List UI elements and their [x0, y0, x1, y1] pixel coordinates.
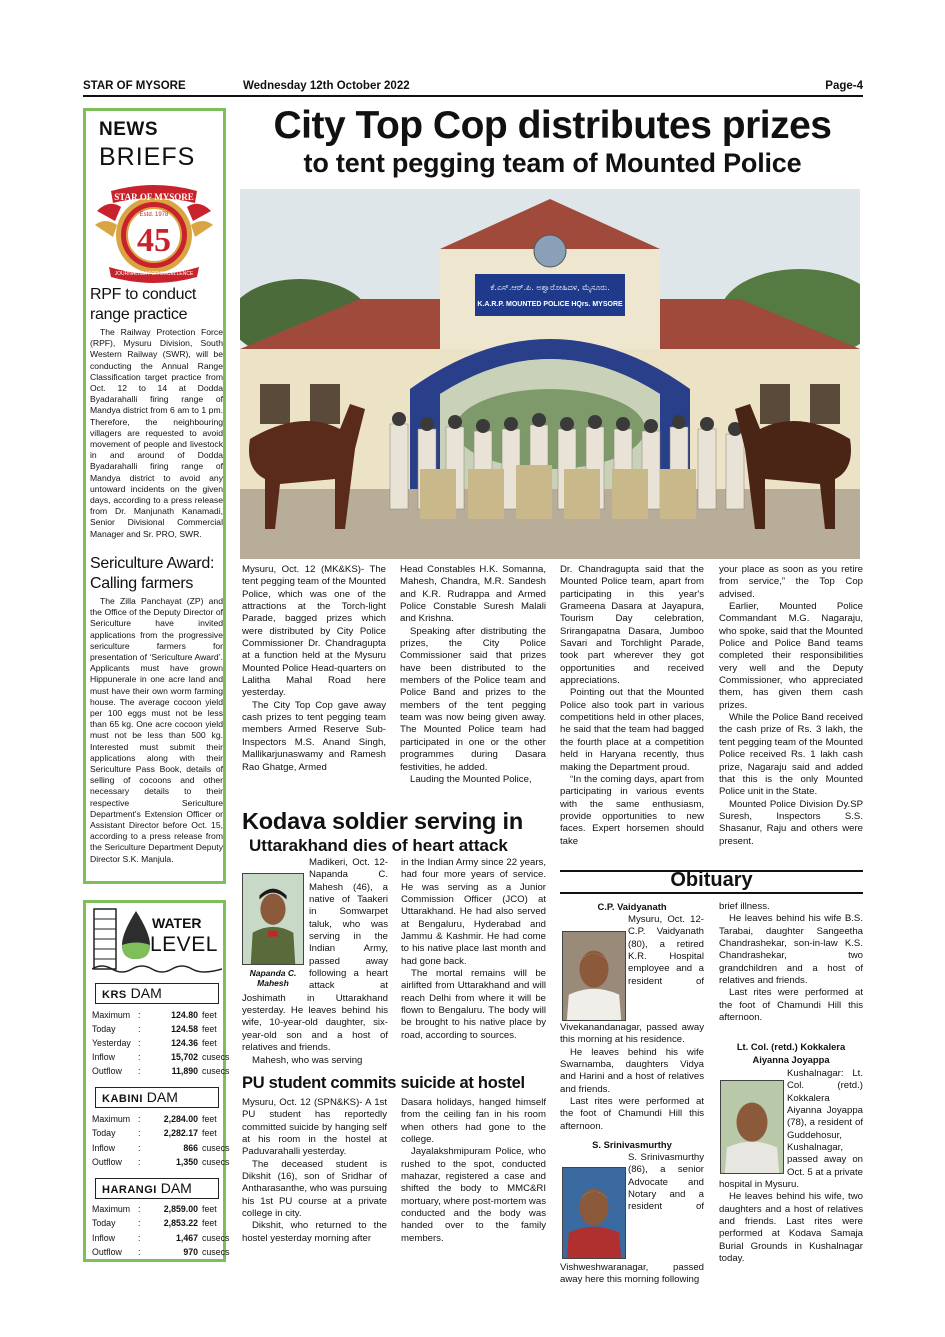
- main-headline: City Top Cop distributes prizes: [273, 104, 832, 147]
- dam-row: Yesterday : 124.36 feet: [92, 1038, 217, 1048]
- obit-col-1b: S. Srinivasmurthy (86), a senior Advocate and Notary and a resident of Vishweshwaranagar, passed away here this morning following: [560, 1152, 704, 1286]
- dam-row: Today : 2,853.22 feet: [92, 1218, 217, 1228]
- kodava-subheadline: Uttarakhand dies of heart attack: [249, 836, 508, 855]
- dam-row: Maximum : 124.80 feet: [92, 1010, 217, 1020]
- seal-number: 45: [137, 222, 171, 259]
- pu-headline: PU student commits suicide at hostel: [242, 1073, 525, 1092]
- dam-row: Inflow : 866 cusecs: [92, 1143, 230, 1153]
- kodava-col-1: Madikeri, Oct. 12- Napanda C. Mahesh (46), a native of Taakeri in Somwarpet taluk, who was serving in the Indian Army, passed away following a heart attack at Joshimath in Uttarakhand yesterday. He leaves behind his wife, 10-year-old daughter, six-year-old son and a host of relatives and friends. Mahesh, who was serving: [242, 857, 388, 1066]
- obit-name-srinivasmurthy: S. Srinivasmurthy: [592, 1139, 672, 1150]
- dam-row: Maximum : 2,859.00 feet: [92, 1204, 217, 1214]
- photo-sign-kannada: ಕೆ.ಎಸ್.ಆರ್.ಪಿ. ಅಶ್ವಾರೋಹಿದಳ, ಮೈಸೂರು.: [490, 283, 610, 292]
- obit-col-2: brief illness. He leaves behind his wife B.S. Tarabai, daughter Sangeetha Chandrashekar, son-in-law K.S. Chandrashekar, two grandchildren and a host of relatives and friends. Last rites were performed at the foot of Chamundi Hill this afternoon.: [719, 901, 863, 1024]
- news-briefs-title: NEWS: [99, 119, 158, 140]
- dam-row: Inflow : 1,467 cusecs: [92, 1233, 230, 1243]
- kodava-col-2: in the Indian Army since 22 years, had four more years of service. He was serving as a Junior Commission Officer (JCO) at Uttarakhand. He had also served at Bengaluru, Hyderabad and Jammu & Kashmir. He had come to his native place last month and had gone back. The mortal remains will be airlifted from Uttarakhand and will reach Delhi from where it will be flown to Bengaluru. The body will be brought to his native place by road, according to sources.: [401, 857, 546, 1041]
- dam-row: Outflow : 11,890 cusecs: [92, 1066, 230, 1076]
- masthead-rule: [83, 95, 863, 97]
- dam-row: Outflow : 970 cusecs: [92, 1247, 230, 1257]
- seal-top-text: STAR OF MYSORE: [114, 192, 194, 202]
- mahesh-caption: Napanda C. Mahesh: [249, 968, 297, 988]
- level-title: LEVEL: [150, 933, 218, 956]
- main-article-col-2: Head Constables H.K. Somanna, Mahesh, Chandra, M.R. Sandesh and K.R. Rudrappa and Armed Police Constable Suresh Malali and Krishna. Speaking after distributing the prizes, the City Police Commissioner said that prizes have been distributed to the members of the Police team and Police Band and prizes to the members of the tent pegging team was now being given away. The Mounted Police team had participated in one or the other programmes during Dasara festivities, he added. Lauding the Mounted Police,: [400, 564, 546, 785]
- pu-col-1: Mysuru, Oct. 12 (SPN&KS)- A 1st PU student has reportedly committed suicide by hanging self at his room in the hostel at Paduvarahalli yesterday. The deceased student is Dikshit (16), son of Sridhar of Antharasanthe, who was pursuing his 1st PU course at a private college in city. Dikshit, who returned to the hostel yesterday morning after: [242, 1097, 387, 1244]
- main-article-col-3: Dr. Chandragupta said that the Mounted Police team, apart from participating in this year's Grameena Dasara at Jayapura, Tourism Day celebration, Srirangapatna Dasara, Jumboo Savari and Torchlight Parade, took part wherever they got opportunities and received appreciations. Pointing out that the Mounted Police also took part in various competitions held in other places, he said that the team had bagged the fourth place at a competition held in Haryana recently, thus making the Department proud. “In the coming days, apart from participating in various events with the same enthusiasm, provide opportunities to new faces. Expert horsemen should take: [560, 564, 704, 847]
- anniversary-seal-logo: [91, 181, 217, 285]
- pu-col-2: Dasara holidays, hanged himself from the ceiling fan in his room when others had gone to the college. Jayalakshmipuram Police, who rushed to the spot, conducted mahazar, registered a case and shifted the body to MMC&RI mortuary, where post-mortem was conducted and the body was handed over to the family members.: [401, 1097, 546, 1244]
- page-number: Page-4: [825, 80, 863, 92]
- kodava-headline: Kodava soldier serving in: [242, 808, 524, 834]
- seal-estd-text: Estd. 1978: [139, 212, 169, 218]
- water-level-box: [83, 900, 230, 1262]
- main-subheadline: to tent pegging team of Mounted Police: [303, 148, 802, 178]
- obituary-title: Obituary: [670, 869, 753, 891]
- dam-row: Inflow : 15,702 cusecs: [92, 1052, 230, 1062]
- krs-dam-title: KRS DAM: [95, 983, 219, 1004]
- masthead: [83, 79, 863, 95]
- dam-row: Today : 124.58 feet: [92, 1024, 217, 1034]
- kabini-dam-title: KABINI DAM: [95, 1087, 219, 1108]
- main-article-col-4: your place as soon as you retire from service,” the Top Cop advised. Earlier, Mounted Police Commandant M.G. Nagaraju, who spoke, said that the Mounted Police and Police Band teams completed their responsibilities very well and the Deputy Commissioner, who appreciated them, has given them cash prizes. While the Police Band received the cash prize of Rs. 3 lakh, the tent pegging team of the Mounted Police received Rs. 1 lakh cash prize, Nagaraju said and added that this is the only Mounted Police unit in the State. Mounted Police Division Dy.SP Suresh, Inspectors S.S. Shasanur, Raju and others were present.: [719, 564, 863, 847]
- sericulture-body: The Zilla Panchayat (ZP) and the Office of the Deputy Director of Sericulture have invited applications from the progressive sericulture farmers for presentation of ‘Sericulture Award’. Applicants must have grown Hippunerale in one acre land and must have their own worm farming house. The average cocoon yield per 100 eggs must not be less than 65 kg. One acre cocoon yield must not be less than 500 kg. Interested must submit their applications along with their Sericulture Pass Book, details of selling of cocoons and other necessary details to their respective Sericulture Department's Extension Officer or Assistant Director before Oct. 15, according to a press release from the Sericulture Department Deputy Director S.K. Manjula.: [90, 596, 223, 864]
- dam-row: Maximum : 2,284.00 feet: [92, 1114, 217, 1124]
- sericulture-headline: Sericulture Award: Calling farmers: [90, 555, 215, 592]
- mounted-police-photo: [240, 189, 860, 559]
- dam-row: Outflow : 1,350 cusecs: [92, 1157, 230, 1167]
- issue-date: Wednesday 12th October 2022: [243, 80, 410, 92]
- seal-motto: JOURNALISM FOR EXCELLENCE: [114, 271, 194, 277]
- dam-row: Today : 2,282.17 feet: [92, 1128, 217, 1138]
- obit-col-1: Mysuru, Oct. 12- C.P. Vaidyanath (80), a retired K.R. Hospital employee and a resident of Vivekanandanagar, passed away this morning at his residence. He leaves behind his wife Swarnamba, daughters Vidya and Harini and a host of relatives and friends. Last rites were performed at the foot of Chamundi Hill this afternoon.: [560, 914, 704, 1132]
- paper-name: STAR OF MYSORE: [83, 80, 186, 92]
- obit-col-2b: Kushalnagar: Lt. Col. (retd.) Kokkalera Aiyanna Joyappa (78), a resident of Guddehosur, Kushalnagar, passed away on Oct. 5 at a private hospital in Mysuru. He leaves behind his wife, two daughters and a host of relatives and friends. Last rites were performed at Kodava Samaja Burial Grounds in Kushalnagar today.: [719, 1068, 863, 1265]
- rpf-body: The Railway Protection Force (RPF), Mysuru Division, South Western Railway (SWR), will be conducting the Annual Range Classification target practice from Oct. 12 to 14 at Dodda Byadarahalli firing range of Mandya district from 6 am to 1 pm. Therefore, the neighbouring villagers are requested to avoid movement of people and livestock in and around of Dodda Byadarahalli firing range of Mandya district to avoid any untoward incidents on the given days, according to a press release from Dr. Manjunath Kanamadi, Senior Divisional Commercial Manager and Sr. PRO, SWR.: [90, 327, 223, 539]
- main-article-col-1: Mysuru, Oct. 12 (MK&KS)- The tent pegging team of the Mounted Police, which was one of the attractions at the Torch-light Parade, bagged prizes which were distributed by City Police Commissioner Dr. Chandragupta at a function held at the Mysuru Mounted Police Head-quarters on Lalitha Mahal Road here yesterday. The City Top Cop gave away cash prizes to tent pegging team members Armed Reserve Sub-Inspectors M.S. Anand Singh, Mallikarjunaswamy and Ramesh Rao Ghatge, Armed: [242, 564, 386, 773]
- rpf-headline: RPF to conduct range practice: [90, 286, 197, 323]
- news-briefs-subtitle: BRIEFS: [99, 143, 196, 171]
- harangi-dam-title: HARANGI DAM: [95, 1178, 219, 1199]
- water-title: WATER: [152, 915, 202, 931]
- obit-name-joyappa: Lt. Col. (retd.) Kokkalera Aiyanna Joyappa: [736, 1041, 846, 1065]
- photo-sign-english: K.A.R.P. MOUNTED POLICE HQrs. MYSORE: [477, 301, 623, 308]
- obit-name-vaidyanath: C.P. Vaidyanath: [597, 901, 667, 912]
- news-briefs-box: [83, 108, 226, 884]
